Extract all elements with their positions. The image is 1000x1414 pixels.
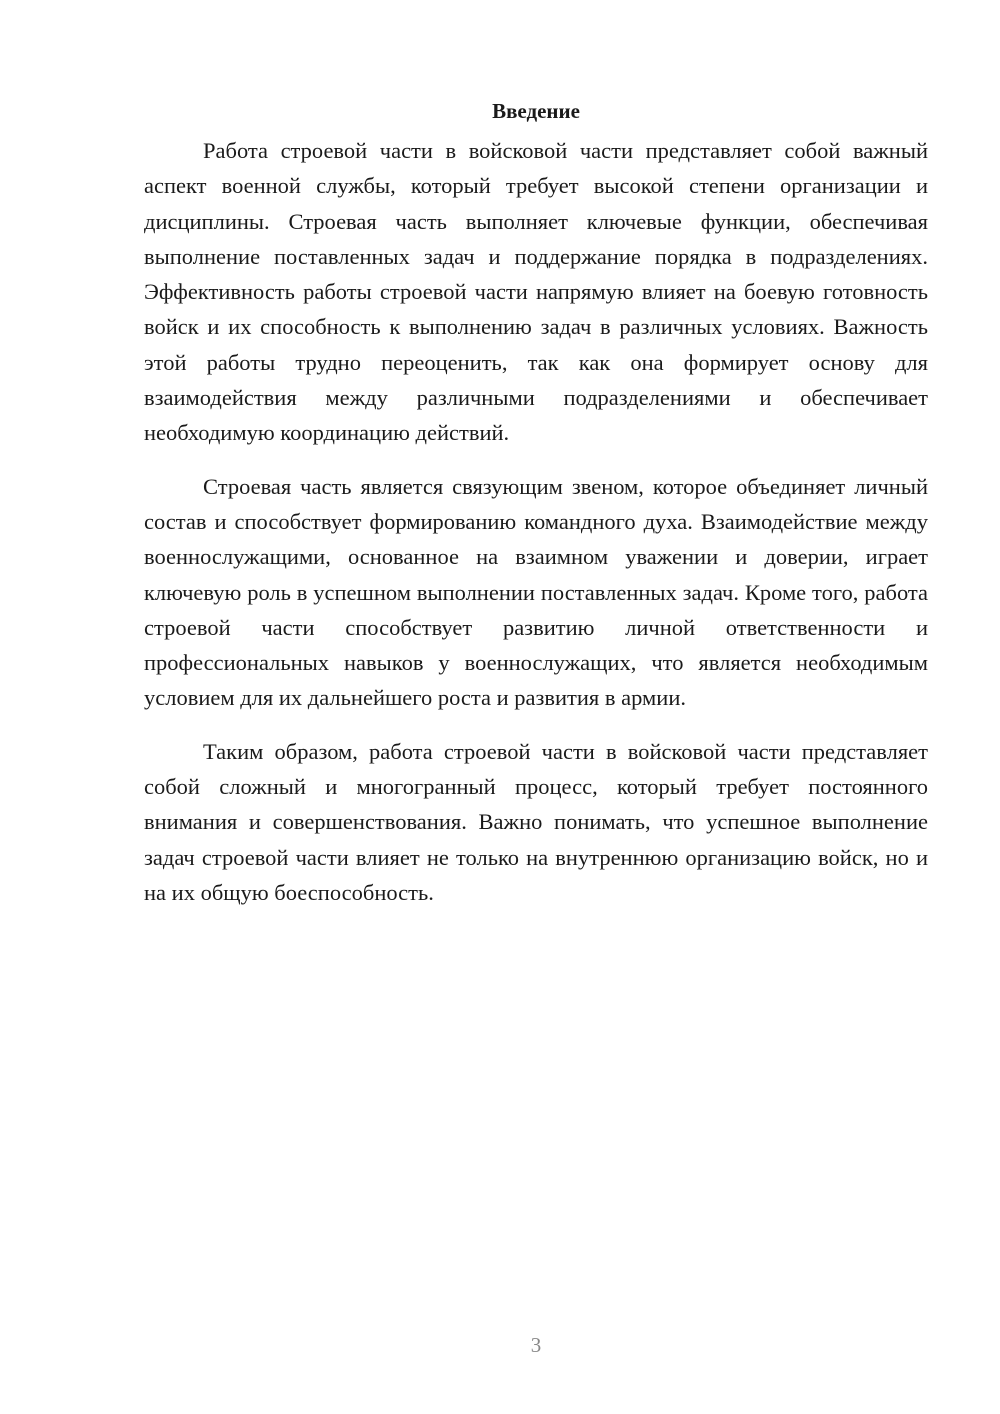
- paragraph-3: Таким образом, работа строевой части в войсковой части представляет собой сложный и многогранный процесс, который требует постоянного внимания и совершенствования. Важно понимать, что успешное выполнение задач строевой части влияет не только на внутреннюю организацию войск, но и на их общую боеспособность.: [144, 738, 928, 905]
- paragraph-2: Строевая часть является связующим звеном, которое объединяет личный состав и способствует формированию командного духа. Взаимодействие между военнослужащими, основанное на взаимном уважении и доверии, играет ключевую роль в успешном выполнении поставленных задач. Кроме того, работа строевой части способствует развитию личной ответственности и профессиональных навыков у военнослужащих, что является необходимым условием для их дальнейшего роста и развития в армии.: [144, 473, 928, 711]
- paragraph-1: Работа строевой части в войсковой части представляет собой важный аспект военной службы, который требует высокой степени организации и дисциплины. Строевая часть выполняет ключевые функции, обеспечивая выполнение поставленных задач и поддержание порядка в подразделениях. Эффективность работы строевой части напрямую влияет на боевую готовность войск и их способность к выполнению задач в различных условиях. Важность этой работы трудно переоценить, так как она формирует основу для взаимодействия между различными подразделениями и обеспечивает необходимую координацию действий.: [144, 138, 928, 446]
- page-content: [144, 93, 928, 928]
- page-number: 3: [530, 1333, 542, 1357]
- section-heading: Введение: [492, 99, 580, 123]
